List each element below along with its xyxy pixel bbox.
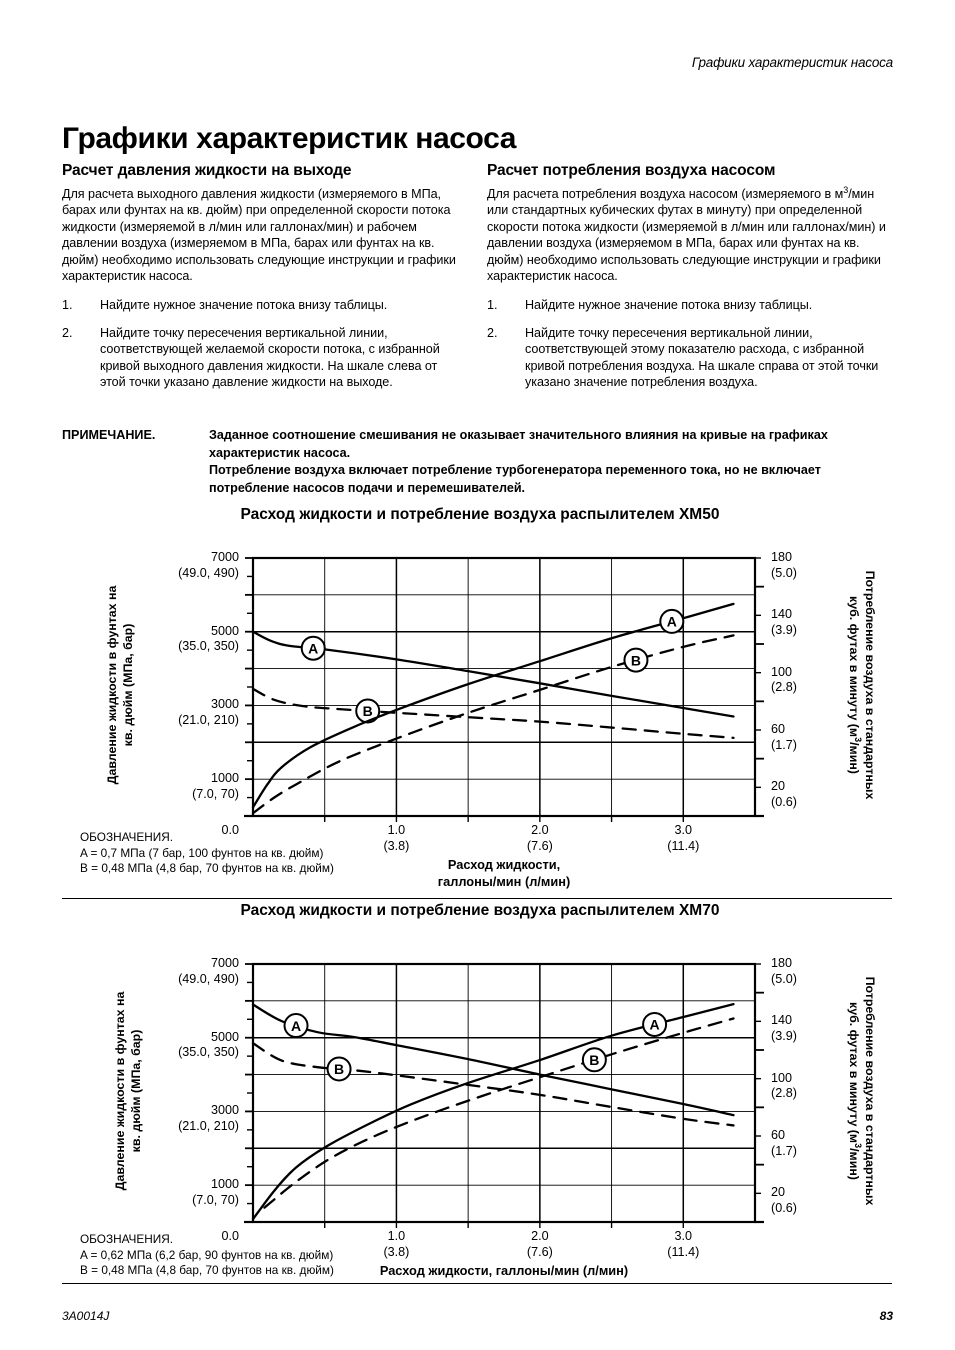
right-column-steps: [487, 297, 887, 390]
curve-label-A-air: A: [666, 613, 677, 630]
tick-value: 140: [771, 607, 793, 622]
running-header: Графики характеристик насоса: [691, 55, 893, 70]
tick-subvalue: (3.8): [383, 1244, 410, 1259]
axis-title-line-1: Потребление воздуха в стандартных: [863, 570, 877, 800]
left-column-steps: [62, 297, 462, 390]
y-axis-right-tick-label: [771, 779, 797, 810]
curve-label-B-air: B: [630, 652, 642, 669]
note-label: ПРИМЕЧАНИЕ.: [62, 428, 156, 442]
cubic-meter-superscript: 3: [853, 737, 864, 743]
tick-value: 100: [771, 1070, 793, 1085]
y-axis-right-tick-label: [771, 550, 797, 581]
legend-entry: B = 0,48 МПа (4,8 бар, 70 фунтов на кв. дюйм): [80, 1263, 334, 1277]
left-column: [62, 162, 462, 401]
right-column-intro-part2: /мин или стандартных кубических футах в минуту) при определенной скорости потока жидкости (измеряемой в л/мин или галлонах/мин) и давлении воздуха (измеряемом в МПа, барах или фунтах на кв. дюйм) необходимо использовать следующие инструкции и графики характеристик насоса.: [487, 187, 886, 284]
tick-value: 0.0: [221, 1229, 239, 1243]
tick-value: 1000: [210, 1177, 239, 1192]
x-axis-tick-label: [356, 823, 436, 854]
legend-entry: B = 0,48 МПа (4,8 бар, 70 фунтов на кв. дюйм): [80, 861, 334, 875]
tick-subvalue: (11.4): [667, 838, 700, 853]
legend-entry: A = 0,7 МПа (7 бар, 100 фунтов на кв. дюйм): [80, 845, 324, 860]
x-axis-tick-label: [500, 1229, 580, 1260]
tick-subvalue: (2.8): [771, 680, 797, 695]
tick-subvalue: (7.6): [526, 838, 553, 853]
list-item: [487, 325, 887, 391]
cubic-meter-superscript: 3: [843, 184, 849, 195]
axis-title-line-2: кв. дюйм (МПа, бар): [129, 1029, 143, 1153]
y-axis-right-tick-label: [771, 607, 797, 638]
tick-value: 2.0: [531, 823, 549, 837]
tick-value: 140: [771, 1013, 793, 1028]
list-item: [62, 325, 462, 391]
y-axis-right-tick-label: [771, 956, 797, 987]
tick-value: 60: [771, 722, 786, 736]
curve-label-A-air: A: [649, 1016, 660, 1033]
tick-subvalue: (49.0, 490): [178, 971, 239, 986]
legend-title: ОБОЗНАЧЕНИЯ.: [80, 830, 174, 844]
tick-subvalue: (3.9): [771, 622, 797, 637]
list-item: [487, 297, 887, 313]
list-item-text: Найдите нужное значение потока внизу таблицы.: [525, 298, 813, 313]
section-divider: [62, 1283, 892, 1284]
curve-label-B-pressure: B: [333, 1061, 345, 1078]
tick-subvalue: (7.0, 70): [192, 786, 239, 801]
list-item-number: 2.: [487, 325, 498, 340]
tick-value: 100: [771, 664, 793, 679]
tick-subvalue: (11.4): [667, 1244, 700, 1259]
tick-subvalue: (21.0, 210): [178, 712, 239, 727]
note-body: [209, 427, 892, 497]
y-axis-right-tick-label: [771, 1128, 797, 1159]
y-axis-right-tick-label: [771, 665, 797, 696]
y-axis-right-title: [846, 946, 878, 1236]
tick-value: 2.0: [531, 1229, 549, 1243]
tick-subvalue: (35.0, 350): [178, 1045, 239, 1060]
x-axis-tick-label: [356, 1229, 436, 1260]
tick-value: 7000: [210, 550, 239, 564]
cubic-meter-superscript: 3: [853, 1143, 864, 1149]
tick-subvalue: (3.9): [771, 1028, 797, 1043]
list-item-text: Найдите нужное значение потока внизу таблицы.: [100, 298, 388, 313]
tick-subvalue: (1.7): [771, 1143, 797, 1158]
x-axis-tick-label: [500, 823, 580, 854]
tick-value: 180: [771, 956, 793, 970]
axis-title-line-1: Давление жидкости в фунтах на: [113, 991, 127, 1191]
footer-page-number: 83: [879, 1309, 893, 1323]
list-item-number: 1.: [487, 298, 498, 313]
tick-subvalue: (7.0, 70): [192, 1192, 239, 1207]
x-axis-tick-label: [643, 1229, 723, 1260]
y-axis-left-tick-label: [178, 697, 239, 728]
tick-value: 20: [771, 779, 786, 794]
chart-xm50-title: Расход жидкости и потребление воздуха распылителем XM50: [240, 506, 720, 523]
curve-label-A-pressure: A: [290, 1017, 302, 1034]
chart-xm70: [0, 900, 955, 1300]
chart-xm70-title: Расход жидкости и потребление воздуха распылителем XM70: [240, 902, 720, 919]
y-axis-right-tick-label: [771, 1013, 797, 1044]
tick-subvalue: (5.0): [771, 565, 797, 580]
tick-value: 60: [771, 1128, 786, 1142]
plot-frame: [253, 964, 755, 1222]
x-axis-title-line-1: Расход жидкости, галлоны/мин (л/мин): [379, 1263, 629, 1278]
curve-label-A-pressure: A: [308, 640, 319, 657]
legend-entry: A = 0,62 МПа (6,2 бар, 90 фунтов на кв. дюйм): [80, 1247, 334, 1262]
y-axis-left-tick-label: [178, 956, 239, 987]
tick-subvalue: (21.0, 210): [178, 1118, 239, 1133]
tick-value: 5000: [210, 623, 239, 638]
plot-frame: [253, 558, 755, 816]
note-line-1: Заданное соотношение смешивания не оказывает значительного влияния на кривые на графиках характеристик насоса.: [209, 428, 828, 460]
chart-xm50: [0, 504, 955, 899]
y-axis-left-tick-label: [178, 624, 239, 655]
tick-subvalue: (5.0): [771, 971, 797, 986]
axis-title-line-1: Потребление воздуха в стандартных: [863, 976, 877, 1206]
curve-label-B-air: B: [589, 1052, 600, 1069]
right-column-intro-part1: Для расчета потребления воздуха насосом (измеряемого в м: [487, 187, 844, 201]
tick-subvalue: (0.6): [771, 794, 797, 809]
tick-value: 3000: [210, 1103, 239, 1118]
axis-title-line-2: куб. футах в минуту $(м^3/мин)$: [847, 596, 864, 774]
tick-value: 1000: [210, 771, 239, 786]
left-column-intro: Для расчета выходного давления жидкости (измеряемого в МПа, барах или фунтах на кв. дюйм) при определенной скорости потока жидкости (измеряемой в л/мин или галлонах/мин) и рабочем давлении воздуха (измеряемом в МПа, барах или фунтах на кв. дюйм) необходимо использовать следующие инструкции и графики характеристик насоса.: [62, 187, 456, 284]
y-axis-right-tick-label: [771, 1185, 797, 1216]
list-item-number: 2.: [62, 325, 73, 340]
y-axis-left-tick-label: [192, 771, 239, 802]
y-axis-left-title: [104, 543, 136, 827]
right-column-intro: [487, 186, 887, 284]
curve-label-B-pressure: B: [362, 703, 373, 720]
y-axis-right-tick-label: [771, 1071, 797, 1102]
section-divider: [62, 898, 892, 899]
x-axis-tick-label: [643, 823, 723, 854]
chart-legend: [80, 830, 334, 877]
list-item: [62, 297, 462, 313]
y-axis-left-title: [112, 949, 144, 1233]
y-axis-left-tick-label: [192, 1177, 239, 1208]
legend-title: ОБОЗНАЧЕНИЯ.: [80, 1232, 174, 1246]
tick-value: 5000: [210, 1029, 239, 1044]
footer-document-id: 3A0014J: [62, 1309, 110, 1323]
tick-subvalue: (7.6): [526, 1244, 553, 1259]
tick-subvalue: (1.7): [771, 737, 797, 752]
chart-legend: [80, 1232, 334, 1279]
page-title: Графики характеристик насоса: [62, 122, 517, 156]
list-item-text: Найдите точку пересечения вертикальной линии, соответствующей желаемой скорости потока, с избранной кривой выходного давления жидкости. На шкале слева от этой точки указано давление жидкости на выходе.: [100, 325, 440, 390]
tick-subvalue: (35.0, 350): [178, 639, 239, 654]
y-axis-left-tick-label: [178, 550, 239, 581]
tick-subvalue: (49.0, 490): [178, 565, 239, 580]
tick-subvalue: (2.8): [771, 1086, 797, 1101]
y-axis-left-tick-label: [178, 1030, 239, 1061]
note-block: [62, 427, 892, 497]
y-axis-left-tick-label: [178, 1103, 239, 1134]
tick-value: 1.0: [387, 1229, 406, 1243]
tick-value: 1.0: [387, 823, 406, 837]
tick-subvalue: (0.6): [771, 1200, 797, 1215]
tick-value: 3000: [210, 697, 239, 712]
axis-title-line-2: куб. футах в минуту $(м^3/мин)$: [847, 1002, 864, 1180]
right-column-heading: Расчет потребления воздуха насосом: [487, 162, 776, 179]
list-item-number: 1.: [62, 298, 73, 313]
x-axis-title-line-2: галлоны/мин (л/мин): [437, 874, 571, 889]
tick-value: 0.0: [221, 823, 239, 837]
y-axis-right-tick-label: [771, 722, 797, 753]
y-axis-right-title: [846, 540, 878, 830]
axis-title-line-1: Давление жидкости в фунтах на: [105, 585, 119, 785]
tick-value: 3.0: [674, 1229, 693, 1243]
x-axis-title-line-1: Расход жидкости,: [447, 857, 561, 872]
tick-value: 20: [771, 1185, 786, 1200]
tick-value: 7000: [210, 956, 239, 970]
axis-title-line-2: кв. дюйм (МПа, бар): [121, 623, 135, 747]
tick-subvalue: (3.8): [383, 838, 410, 853]
left-column-heading: Расчет давления жидкости на выходе: [62, 162, 352, 179]
note-line-2: Потребление воздуха включает потребление турбогенератора переменного тока, но не включает потребление насосов подачи и перемешивателей.: [209, 463, 821, 495]
curve-B-air: [264, 1018, 733, 1207]
tick-value: 180: [771, 550, 793, 564]
tick-value: 3.0: [674, 823, 693, 837]
list-item-text: Найдите точку пересечения вертикальной линии, соответствующей этому показателю расхода, с избранной кривой потребления воздуха. На шкале справа от этой точки указано значение потребления воздуха.: [525, 325, 879, 390]
right-column: [487, 162, 887, 401]
